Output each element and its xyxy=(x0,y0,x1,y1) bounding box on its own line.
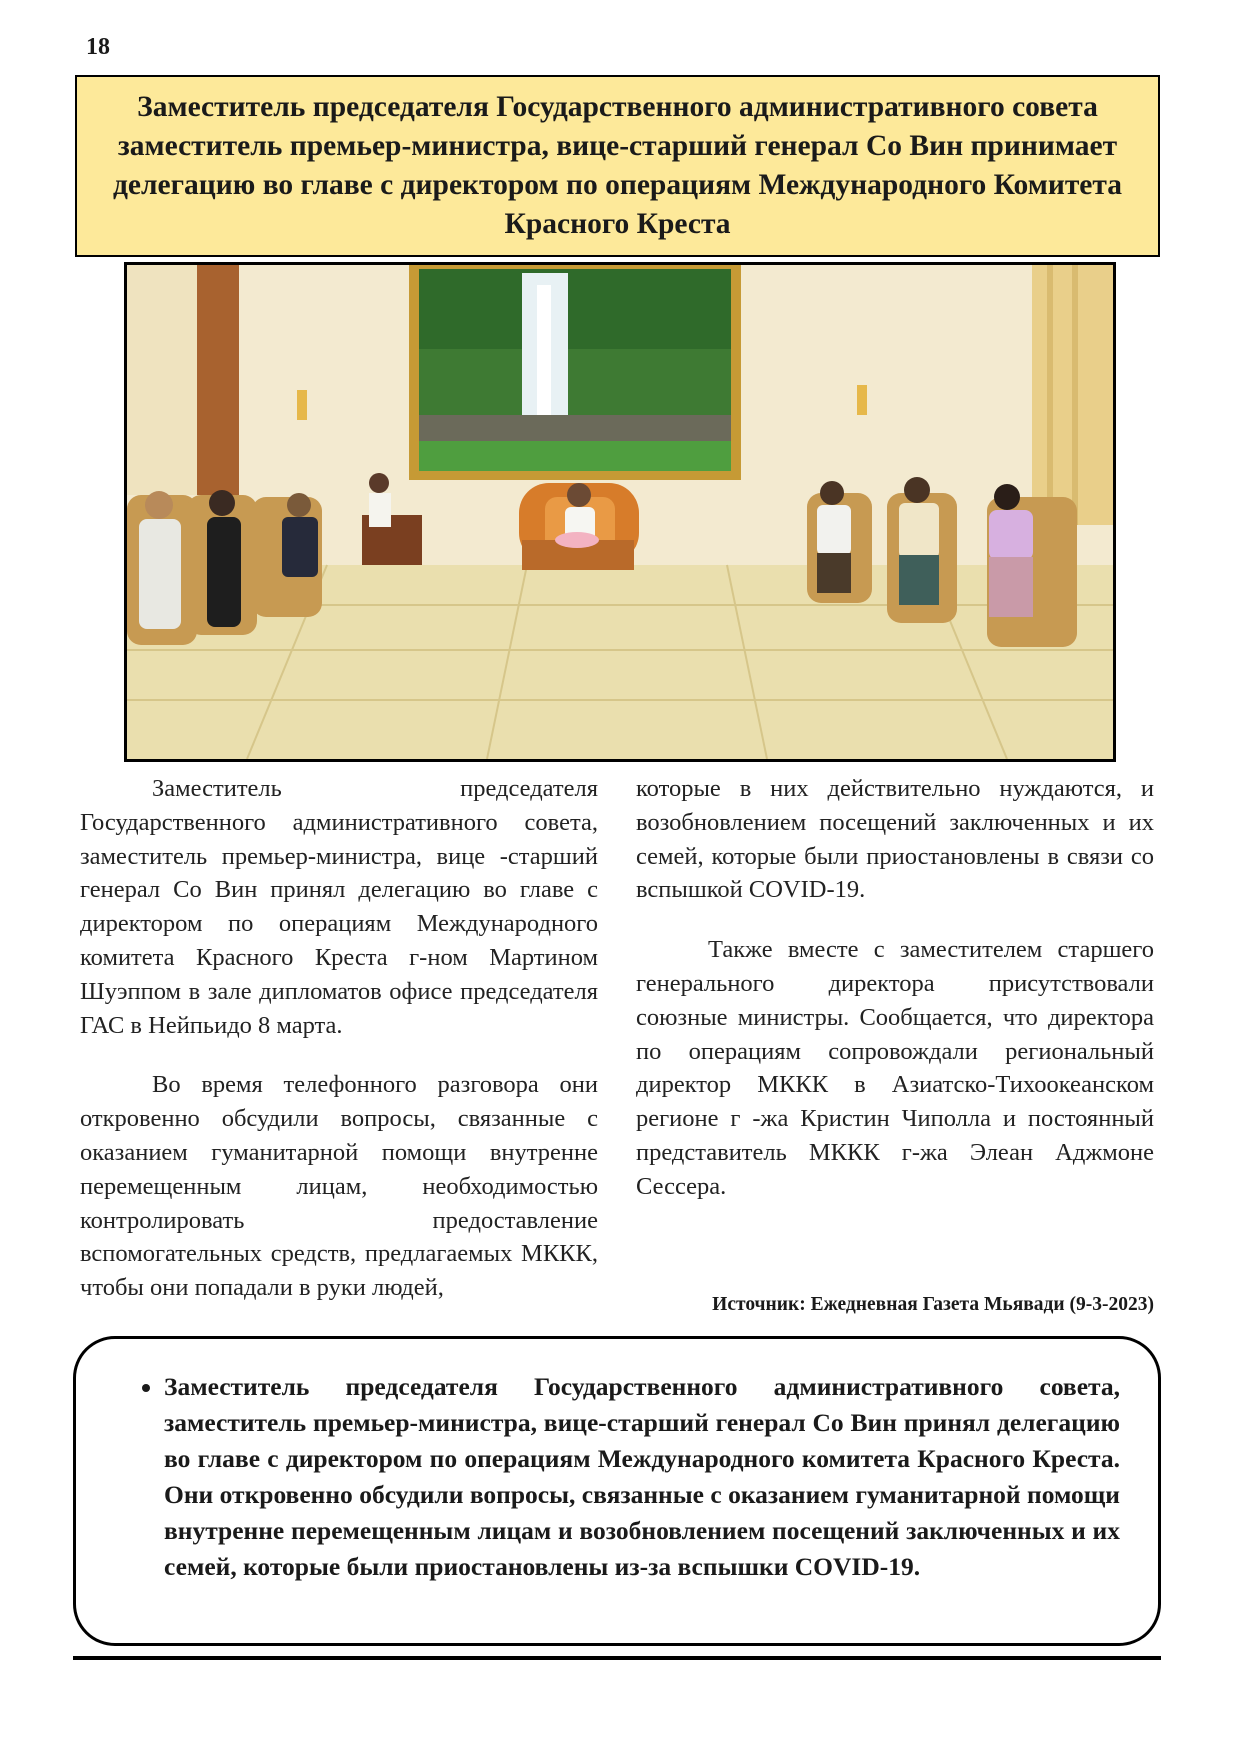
article-paragraph-continued: которые в них действительно нуждаются, и возобновлением посещений заключенных и их семей, которые были приостановлены в связи со вспышкой COVID-19. xyxy=(636,775,1154,904)
article-paragraph: Заместитель председателя Государственного административного совета, заместитель премьер-министра, вице -старший генерал Со Вин принял делегацию во главе с директором по операциям Международного комитета Красного Креста г-ном Мартином Шуэппом в зале дипломатов офисе председателя ГАС в Нейпьидо 8 марта. xyxy=(80,775,598,1039)
bottom-divider xyxy=(73,1656,1161,1660)
article-column-left xyxy=(80,772,598,1305)
headline-box xyxy=(75,75,1160,257)
article-column-right xyxy=(636,772,1154,1204)
article-paragraph: Также вместе с заместителем старшего генерального директора присутствовали союзные министры. Сообщается, что директора по операциям сопровождали региональный директор МККК в Азиатско-Тихоокеанском регионе г -жа Кристин Чиполла и постоянный представитель МККК г-жа Элеан Аджмоне Сессера. xyxy=(636,936,1154,1200)
article-paragraph: Во время телефонного разговора они откровенно обсудили вопросы, связанные с оказанием гуманитарной помощи внутренне перемещенным лицам, необходимостью контролировать предоставление вспомогательных средств, предлагаемых МККК, чтобы они попадали в руки людей, xyxy=(80,1071,598,1302)
source-citation: Источник: Ежедневная Газета Мьявади (9-3-2023) xyxy=(712,1294,1154,1315)
summary-box xyxy=(73,1336,1161,1646)
summary-list xyxy=(128,1369,1120,1585)
meeting-photo xyxy=(124,262,1116,762)
headline: Заместитель председателя Государственного административного совета заместитель премьер-министра, вице-старший генерал Со Вин принимает делегацию во главе с директором по операциям Международного Комитета Красного Креста xyxy=(112,91,1123,240)
page-number: 18 xyxy=(86,34,110,60)
summary-bullet: • Заместитель председателя Государственного административного совета, заместитель премьер-министра, вице-старший генерал Со Вин принял делегацию во главе с директором по операциям Международного комитета Красного Креста. Они откровенно обсудили вопросы, связанные с оказанием гуманитарной помощи внутренне перемещенным лицам и возобновлением посещений заключенных и их семей, которые были приостановлены из-за вспышки COVID-19. xyxy=(164,1369,1120,1585)
meeting-photo-illustration xyxy=(127,265,1113,759)
